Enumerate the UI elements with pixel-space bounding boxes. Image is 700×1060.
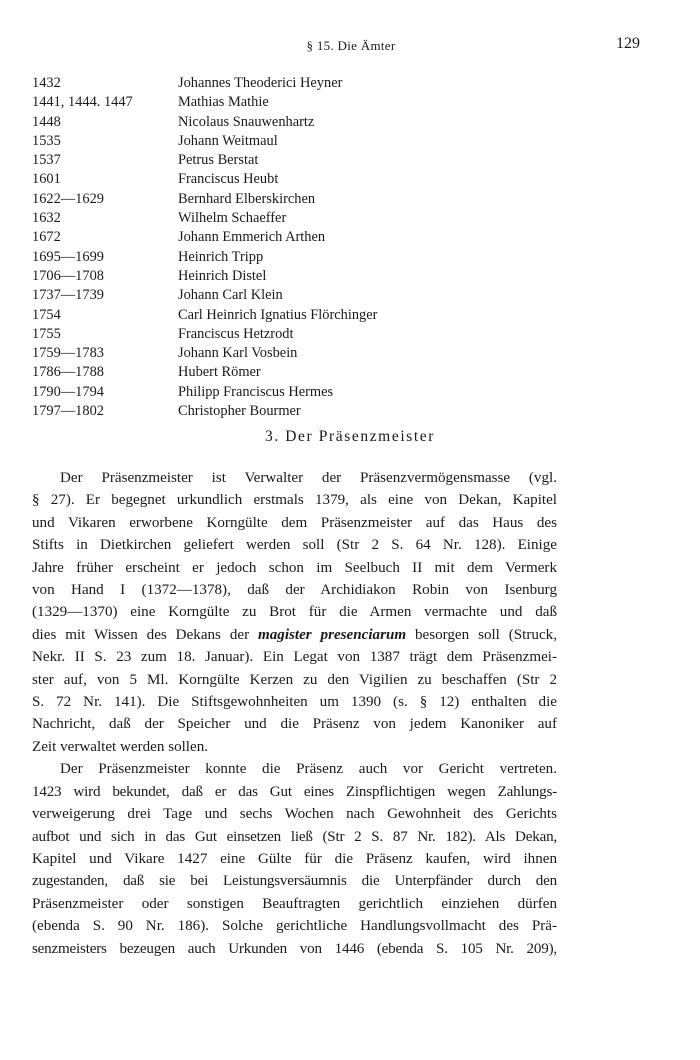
list-item: [32, 93, 592, 112]
year-range: 1754: [32, 306, 61, 323]
holder-name: Johann Emmerich Arthen: [178, 229, 326, 246]
year-range: 1759—1783: [32, 345, 104, 362]
year-range: 1790—1794: [32, 383, 104, 400]
year-range: 1535: [32, 132, 61, 149]
text-line: von Hand I (1372—1378), daß der Archidiakon Robin von Isenburg: [32, 582, 557, 599]
holder-name: Franciscus Hetzrodt: [178, 325, 294, 342]
year-range: 1695—1699: [32, 248, 104, 265]
holder-name: Wilhelm Schaeffer: [178, 210, 287, 227]
running-header: [62, 35, 640, 60]
text-line: S. 72 Nr. 141). Die Stiftsgewohnheiten um 1390 (s. § 12) enthalten die: [32, 694, 557, 711]
text-line: senzmeisters bezeugen auch Urkunden von 1446 (ebenda S. 105 Nr. 209),: [32, 940, 557, 957]
year-range: 1755: [32, 325, 61, 342]
text-line: und Vikaren erworbene Korngülte dem Präsenzmeister auf das Haus des: [32, 514, 557, 531]
list-item: [32, 286, 592, 305]
list-item: [32, 363, 592, 382]
year-range: 1601: [32, 171, 61, 188]
year-range: 1737—1739: [32, 287, 104, 304]
text-line: zugestanden, daß sie bei Leistungsversäumnis die Unterpfänder durch den: [32, 873, 557, 890]
text-line: Zeit verwaltet werden sollen.: [32, 738, 209, 755]
holder-name: Philipp Franciscus Hermes: [178, 383, 334, 400]
list-item: [32, 170, 592, 189]
holder-name: Heinrich Distel: [178, 267, 267, 284]
holder-name: Franciscus Heubt: [178, 171, 279, 188]
year-range: 1632: [32, 210, 61, 227]
text-line: [32, 624, 557, 646]
text-line: (ebenda S. 90 Nr. 186). Solche gerichtliche Handlungsvollmacht des Prä-: [32, 918, 557, 935]
latin-term: magister presenciarum: [257, 626, 407, 643]
year-range: 1672: [32, 229, 61, 246]
text-line: (1329—1370) eine Korngülte zu Brot für die Armen vermachte und daß: [32, 604, 557, 621]
text-line: verweigerung drei Tage und sechs Wochen nach Gewohnheit des Gerichts: [32, 806, 557, 823]
holder-name: Nicolaus Snauwenhartz: [178, 113, 315, 130]
list-item: [32, 248, 592, 267]
list-item: [32, 132, 592, 151]
list-item: [32, 113, 592, 132]
holder-name: Johann Weitmaul: [178, 132, 278, 149]
holder-name: Carl Heinrich Ignatius Flörchinger: [178, 306, 378, 323]
list-item: [32, 402, 592, 421]
list-item: [32, 325, 592, 344]
holder-name: Bernhard Elberskirchen: [178, 190, 316, 207]
list-item: [32, 344, 592, 363]
holder-name: Johannes Theoderici Heyner: [178, 75, 343, 91]
text-line: aufbot und sich in das Gut einsetzen ließ (Str 2 S. 87 Nr. 182). Als Dekan,: [32, 828, 557, 845]
year-range: 1622—1629: [32, 190, 104, 207]
text-line: Jahre früher erscheint er jedoch schon im Seelbuch II mit dem Vermerk: [32, 559, 557, 576]
body-text: [32, 467, 557, 960]
paragraph: [32, 758, 557, 960]
text-line: 1423 wird bekundet, daß er das Gut eines Zinspflichtigen wegen Zahlungs-: [32, 783, 557, 800]
year-range: 1797—1802: [32, 403, 104, 420]
section-title: § 15. Die Ämter: [306, 38, 396, 53]
text-line: Nekr. II S. 23 zum 18. Januar). Ein Legat von 1387 trägt dem Präsenzmei-: [32, 649, 557, 666]
year-range: 1432: [32, 75, 61, 91]
list-item: [32, 74, 592, 93]
holder-name: Johann Carl Klein: [178, 287, 283, 304]
office-holders-list: [32, 74, 592, 421]
section-heading: 3. Der Präsenzmeister: [264, 428, 436, 445]
year-range: 1441, 1444. 1447: [32, 94, 133, 111]
holder-name: Hubert Römer: [178, 364, 261, 381]
year-range: 1706—1708: [32, 267, 104, 284]
text-line: Nachricht, daß der Speicher und die Präsenz von jedem Kanoniker auf: [32, 716, 557, 733]
holder-name: Petrus Berstat: [178, 152, 259, 169]
list-item: [32, 209, 592, 228]
text-line: ster auf, von 5 Ml. Korngülte Kerzen zu den Vigilien zu beschaffen (Str 2: [32, 671, 557, 688]
year-range: 1448: [32, 113, 61, 130]
holder-name: Johann Karl Vosbein: [178, 345, 298, 362]
paragraph: [32, 467, 557, 758]
holder-name: Mathias Mathie: [178, 94, 269, 111]
text-line: Der Präsenzmeister konnte die Präsenz auch vor Gericht vertreten.: [60, 761, 557, 778]
list-item: [32, 306, 592, 325]
text-segment: dies mit Wissen des Dekans der: [32, 626, 258, 643]
holder-name: Heinrich Tripp: [178, 248, 264, 265]
text-line: Präsenzmeister oder sonstigen Beauftragten gerichtlich einziehen dürfen: [32, 895, 557, 912]
list-item: [32, 228, 592, 247]
list-item: [32, 151, 592, 170]
text-line: Stifts in Dietkirchen geliefert werden soll (Str 2 S. 64 Nr. 128). Einige: [32, 537, 557, 554]
list-item: [32, 383, 592, 402]
text-line: Der Präsenzmeister ist Verwalter der Präsenzvermögensmasse (vgl.: [60, 470, 557, 486]
text-line: Kapitel und Vikare 1427 eine Gülte für die Präsenz kaufen, wird ihnen: [32, 850, 557, 867]
year-range: 1537: [32, 152, 61, 169]
list-item: [32, 190, 592, 209]
text-line: § 27). Er begegnet urkundlich erstmals 1379, als eine von Dekan, Kapitel: [32, 492, 557, 509]
text-segment: besorgen soll (Struck,: [406, 626, 557, 643]
page-number: 129: [616, 35, 640, 52]
year-range: 1786—1788: [32, 364, 104, 381]
holder-name: Christopher Bourmer: [178, 403, 301, 420]
list-item: [32, 267, 592, 286]
